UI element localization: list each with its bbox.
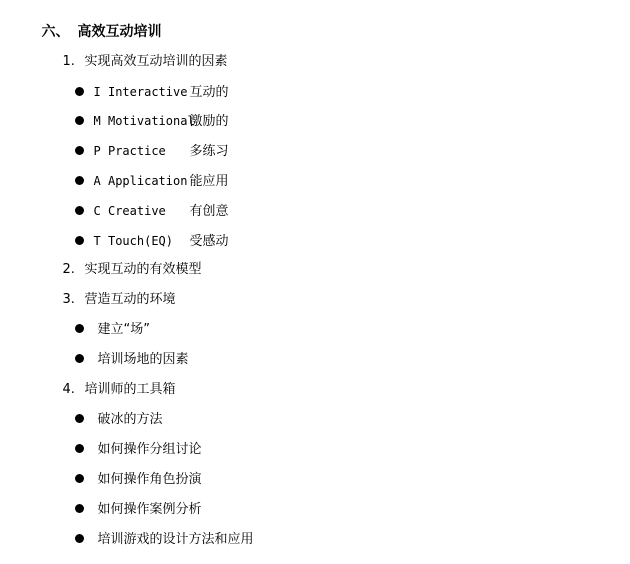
item-english: I Interactive xyxy=(93,85,188,99)
item-text: 如何操作案例分析 xyxy=(97,502,202,517)
list-item xyxy=(58,516,254,564)
bullet-icon xyxy=(75,324,84,333)
item-english: T Touch(EQ) xyxy=(93,234,174,248)
item-text: 培训游戏的设计方法和应用 xyxy=(97,532,254,547)
bullet-icon xyxy=(75,444,84,453)
item-text: 破冰的方法 xyxy=(97,412,163,427)
chapter-number: 六、 xyxy=(41,24,70,40)
bullet-icon xyxy=(75,354,84,363)
section-number: 4. xyxy=(62,382,75,397)
section-title: 培训师的工具箱 xyxy=(84,382,176,397)
item-english: C Creative xyxy=(93,204,166,218)
item-english: M Motivational xyxy=(93,114,195,128)
item-text: 如何操作分组讨论 xyxy=(97,442,202,457)
bullet-icon xyxy=(75,414,84,423)
section-number: 3. xyxy=(62,292,75,307)
item-chinese: 激励的 xyxy=(189,114,229,129)
section-title: 实现高效互动培训的因素 xyxy=(84,54,228,69)
item-english: P Practice xyxy=(93,144,166,158)
bullet-icon xyxy=(75,87,84,96)
bullet-icon xyxy=(75,534,84,543)
item-chinese: 互动的 xyxy=(189,85,229,100)
bullet-icon xyxy=(75,504,84,513)
section-title: 营造互动的环境 xyxy=(84,292,176,307)
chapter-title: 高效互动培训 xyxy=(77,24,162,40)
section-number: 2. xyxy=(62,262,75,277)
item-text: 建立“场” xyxy=(97,322,151,337)
item-chinese: 有创意 xyxy=(189,204,229,219)
section-number: 1. xyxy=(62,54,75,69)
bullet-icon xyxy=(75,146,84,155)
bullet-icon xyxy=(75,176,84,185)
item-chinese: 受感动 xyxy=(189,234,229,249)
bullet-icon xyxy=(75,474,84,483)
bullet-icon xyxy=(75,236,84,245)
item-text: 培训场地的因素 xyxy=(97,352,189,367)
bullet-icon xyxy=(75,116,84,125)
item-chinese: 多练习 xyxy=(189,144,229,159)
bullet-icon xyxy=(75,206,84,215)
item-english: A Application xyxy=(93,174,188,188)
item-chinese: 能应用 xyxy=(189,174,229,189)
section-title: 实现互动的有效模型 xyxy=(84,262,202,277)
item-text: 如何操作角色扮演 xyxy=(97,472,202,487)
